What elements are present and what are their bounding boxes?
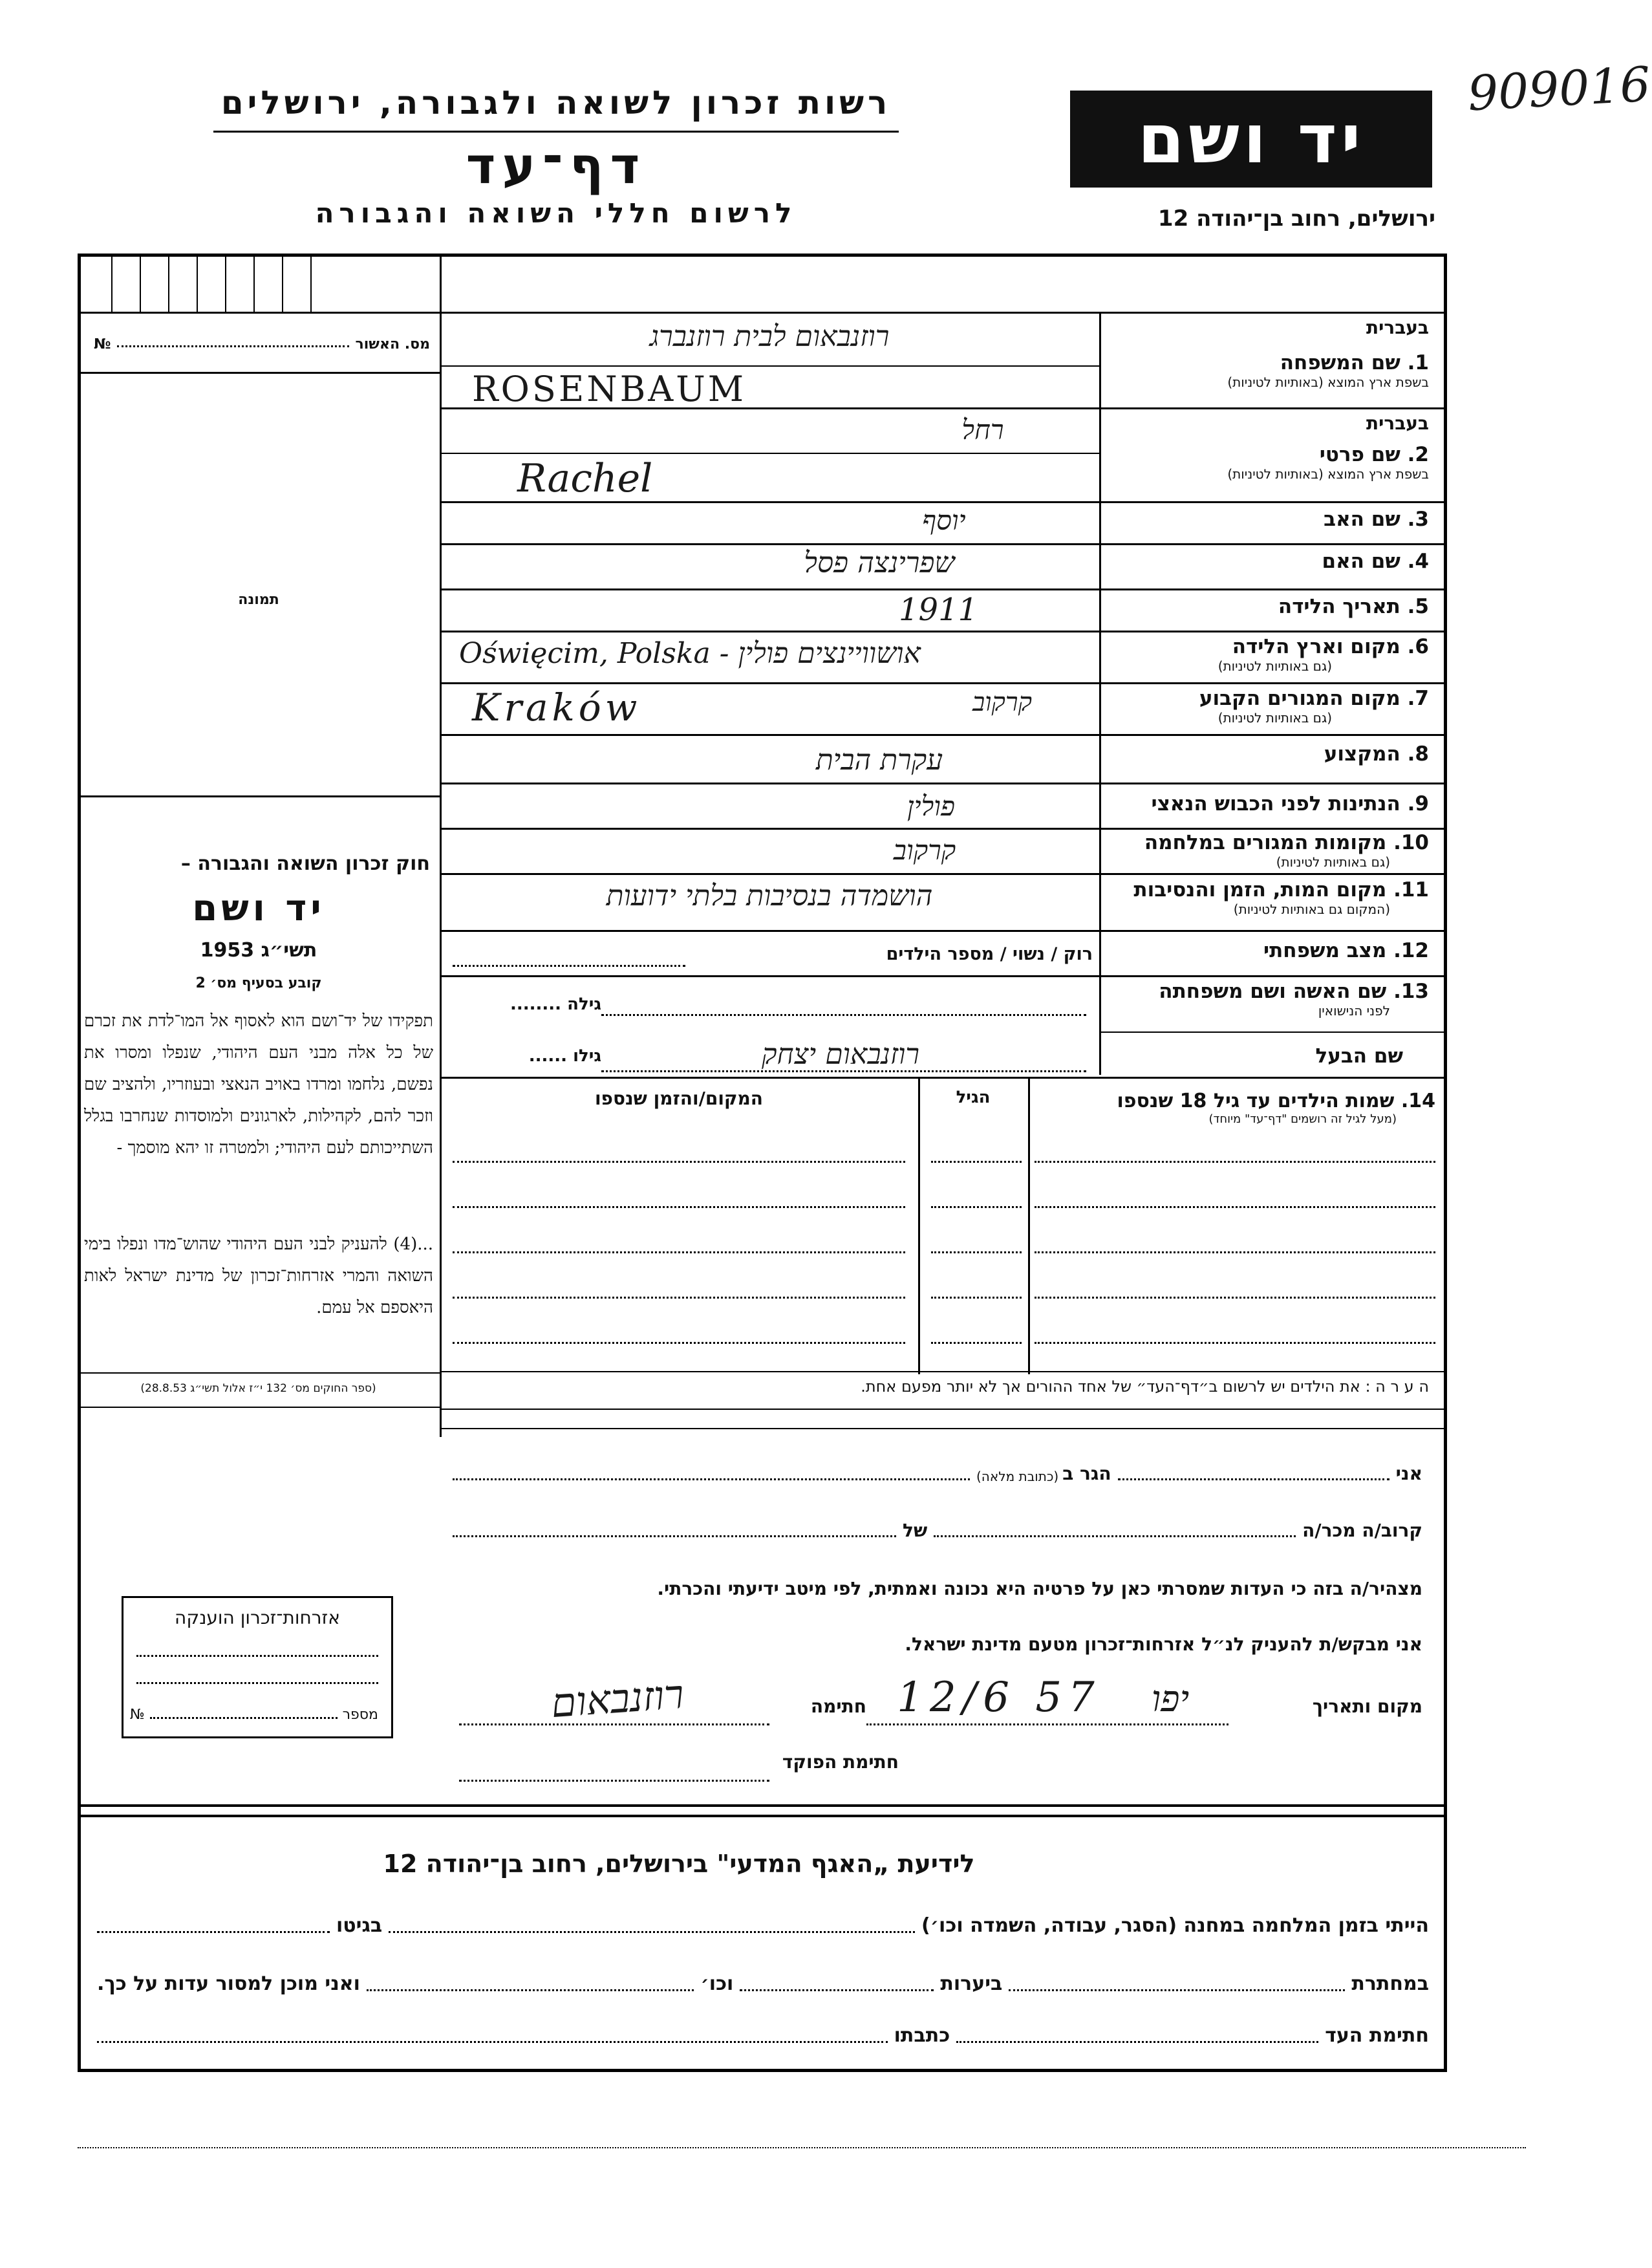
field-11-sub: (המקום גם באותיות לטיניות) (1233, 902, 1390, 917)
field-2-label (1106, 413, 1429, 482)
field-8-title: המקצוע (1324, 742, 1400, 766)
declaration-line-1[interactable] (453, 1463, 1422, 1484)
field-1-title: שם המשפחה (1280, 351, 1400, 374)
law-reference: (ספר החוקים מס׳ 132 י״ז אלול תשי״ג 28.8.53) (140, 1382, 376, 1395)
wife-age-dots: ........ (510, 995, 562, 1014)
citizenship-number-sign: № (130, 1707, 145, 1723)
field-1-label (1106, 317, 1429, 390)
field-3-label (1106, 508, 1429, 531)
signature-value[interactable]: רוזנבאום (549, 1670, 685, 1727)
i-label: אני (1395, 1463, 1422, 1484)
children-note: ה ע ר ה : את הילדים יש לרשום ב״דף־העד״ של אחד ההורים אך לא יותר מפעם אחת. (861, 1377, 1429, 1396)
place-date-label: מקום ותאריך (1312, 1696, 1422, 1717)
field-1-sub: בשפת ארץ המוצא (באותיות לטיניות) (1227, 374, 1429, 390)
marital-options: רוק / נשוי / מספר הילדים (886, 944, 1093, 964)
declaration-statement: מצהיר/ה בזה כי העדות שמסרתי כאן על פרטיה היא נכונה ואמתית, לפי מיטב ידיעתי והכרתי. (657, 1578, 1422, 1599)
field-9-label (1106, 792, 1429, 815)
children-col-place: המקום/והזמן שנספו (594, 1088, 764, 1109)
children-col-age: הגיל (956, 1088, 991, 1107)
field-7-label (1106, 687, 1429, 726)
husband-age-dots: ...... (528, 1046, 567, 1066)
children-num: 14. (1400, 1090, 1435, 1112)
full-address-hint: (כתובת מלאה) (976, 1469, 1059, 1484)
ghetto-label: בגיטו (336, 1914, 383, 1937)
underground-label: במחתרת (1351, 1972, 1429, 1995)
underground-dotline (1009, 1989, 1345, 1991)
field-11-title: מקום המות, הזמן והנסיבות (1133, 878, 1387, 902)
field-1-value-latin[interactable]: ROSENBAUM (472, 369, 747, 409)
footer-line-1[interactable] (97, 1914, 1429, 1937)
logo-text: יד ושם (1137, 100, 1365, 178)
wife-age-label: גילה (567, 995, 601, 1014)
forests-label: ביערות (940, 1972, 1003, 1995)
officer-signature-label: חתימת הפוקד (782, 1751, 899, 1773)
witness-address-label: כתבתו (894, 2024, 950, 2047)
field-6-label (1106, 635, 1429, 674)
camp-label: הייתי בזמן המלחמה במחנה (הסגר, עבודה, השמדה וכו׳) (921, 1914, 1429, 1937)
approval-dotline (117, 336, 349, 347)
field-5-value[interactable]: 1911 (899, 592, 978, 628)
field-11-label (1106, 878, 1429, 917)
field-2-num: 2. (1407, 443, 1429, 466)
field-13-sub: לפני הנישואין (1318, 1003, 1390, 1019)
authority-underline (213, 131, 899, 133)
archive-number: 909016 (1466, 56, 1652, 122)
relative-label: קרוב/ה מכר/ה (1302, 1520, 1422, 1541)
field-10-value[interactable]: קרקוב (893, 834, 956, 866)
etc-label: וכו׳ (700, 1972, 734, 1995)
approval-label: מס. האשור (355, 336, 430, 352)
citizenship-box (122, 1596, 393, 1738)
declaration-line-2[interactable] (453, 1520, 1422, 1541)
forests-dotline (740, 1989, 934, 1991)
field-3-value[interactable]: יוסף (922, 504, 966, 536)
place-value[interactable]: יפו (1151, 1678, 1190, 1720)
field-12-title: מצב משפחתי (1263, 939, 1387, 962)
form-subtitle: לרשום חללי השואה והגבורה (315, 197, 797, 229)
field-1-num: 1. (1407, 351, 1429, 374)
address-dotline (453, 1478, 970, 1480)
signature-label: חתימה (810, 1696, 866, 1717)
field-4-label (1106, 550, 1429, 573)
address: ירושלים, רחוב בן־יהודה 12 (1157, 206, 1435, 232)
footer-title: לידיעת „האגף המדעי" בירושלים, רחוב בן־יהודה 12 (383, 1850, 975, 1878)
field-10-sub: (גם באותיות לטיניות) (1276, 854, 1390, 870)
field-8-num: 8. (1407, 742, 1429, 766)
law-clause: קובע בסעיף מס׳ 2 (195, 975, 322, 991)
husband-value[interactable]: רוזנבאום יצחק (762, 1038, 919, 1071)
field-11-num: 11. (1393, 878, 1429, 902)
field-6-num: 6. (1407, 635, 1429, 658)
citizenship-title: אזרחות־זכרון הוענקה (175, 1607, 340, 1628)
field-9-title: הנתינות לפני הכבוש הנאצי (1151, 792, 1400, 815)
yad-vashem-logo (1070, 91, 1432, 188)
authority-title: רשות זכרון לשואה ולגבורה, ירושלים (220, 84, 892, 122)
declaration-request: אני מבקש/ת להעניק לנ״ל אזרחות־זכרון מטעם מדינת ישראל. (905, 1634, 1422, 1655)
field-4-value[interactable]: שפרינצה פסל (804, 546, 955, 579)
field-13-title: שם האשה ושם משפחתה (1159, 980, 1387, 1003)
children-title: שמות הילדים עד גיל 18 שנספו (1117, 1090, 1395, 1112)
field-7-title: מקום המגורים הקבוע (1199, 687, 1400, 710)
children-sub: (מעל לגיל זה רושמים "דף־עד" מיוחד) (1208, 1112, 1397, 1126)
law-year: תשי״ג 1953 (200, 939, 317, 962)
field-12-label (1106, 939, 1429, 962)
field-2-value-hebrew[interactable]: רחל (961, 414, 1004, 446)
field-1-lang: בעברית (1366, 317, 1429, 338)
wife-age[interactable] (472, 995, 601, 1014)
footer-line-3[interactable] (97, 2024, 1429, 2047)
ghetto-dotline (97, 1931, 330, 1933)
field-7-value-latin[interactable]: Kraków (472, 686, 641, 729)
field-9-num: 9. (1407, 792, 1429, 815)
field-10-num: 10. (1393, 831, 1429, 854)
field-7-value-hebrew[interactable]: קרקוב (972, 687, 1032, 717)
field-13-label (1106, 980, 1429, 1019)
of-label: של (903, 1520, 928, 1541)
field-2-title: שם פרטי (1319, 443, 1400, 466)
of-dotline (453, 1535, 896, 1537)
approval-no: № (94, 336, 111, 352)
field-6-title: מקום וארץ הלידה (1232, 635, 1400, 658)
date-value[interactable]: 12/6 57 (897, 1674, 1101, 1722)
field-4-num: 4. (1407, 550, 1429, 573)
approval-row (94, 336, 430, 352)
witness-signature-dotline (956, 2041, 1318, 2043)
photo-label: תמונה (238, 592, 279, 608)
witness-address-dotline (97, 2041, 888, 2043)
field-7-num: 7. (1407, 687, 1429, 710)
husband-label: שם הבעל (1315, 1044, 1403, 1068)
citizenship-number-label: מספר (342, 1707, 378, 1723)
field-12-num: 12. (1393, 939, 1429, 962)
field-2-value-latin[interactable]: Rachel (517, 456, 653, 501)
field-1-value-hebrew[interactable]: רוזנבאום לבית רוזנברג (649, 320, 890, 353)
form-title: דף־עד (466, 137, 647, 195)
camp-dotline (389, 1931, 915, 1933)
ready-testify-label: ואני מוכן למסור עדות על כך. (97, 1972, 360, 1995)
field-8-label (1106, 742, 1429, 766)
name-dotline (1118, 1478, 1389, 1480)
husband-age-label: גילו (573, 1046, 601, 1066)
field-5-label (1106, 595, 1429, 618)
field-11-value[interactable]: הושמדה בנסיבות בלתי ידועות (606, 880, 933, 913)
resident-label: הגר ב (1062, 1463, 1111, 1484)
citizenship-number-dots (150, 1707, 338, 1719)
bottom-edge (78, 2147, 1526, 2148)
field-8-value[interactable]: עקרת הבית (815, 744, 943, 777)
field-5-title: תאריך הלידה (1278, 595, 1400, 618)
footer-line-2[interactable] (97, 1972, 1429, 1995)
children-label (1035, 1090, 1435, 1126)
field-2-lang: בעברית (1366, 413, 1429, 434)
witness-signature-label: חתימת העד (1325, 2024, 1429, 2047)
field-5-num: 5. (1407, 595, 1429, 618)
law-paragraph-2: ...(4) להעניק לבני העם היהודי שהוש־מדו ונפלו בימי השואה והמרי אזרחות־זכרון של מדינת ישראל לאות היאספם אל עמם. (84, 1235, 433, 1317)
field-3-title: שם האב (1324, 508, 1400, 531)
field-9-value[interactable]: פולין (906, 790, 956, 822)
field-13-num: 13. (1393, 980, 1429, 1003)
field-2-sub: בשפת ארץ המוצא (באותיות לטיניות) (1227, 466, 1429, 482)
relative-dotline (934, 1535, 1296, 1537)
husband-age[interactable] (472, 1046, 601, 1066)
law-title: חוק זכרון השואה והגבורה – (180, 852, 430, 875)
law-name: יד ושם (192, 887, 325, 929)
field-10-title: מקומות המגורים במלחמה (1144, 831, 1387, 854)
field-6-value[interactable]: Oświęcim, Polska - אושוויינצים פולין (459, 637, 921, 670)
etc-dotline (367, 1989, 694, 1991)
field-4-title: שם האם (1322, 550, 1400, 573)
law-paragraph-1: תפקידו של יד־ושם הוא לאסוף אל המו־לדת את זכרם של כל אלה מבני העם היהודי, שנפלו ומסרו את נפשם, נלחמו ומרדו באויב הנאצי ובעוזריו, ולהציב שם וזכר להם, לקהילות, לארגונים ולמוסדות שנחרבו בגלל השתייכותם לעם היהודי; ולמטרה זו יהא מוסמך - (84, 1011, 433, 1158)
field-6-sub: (גם באותיות לטיניות) (1218, 658, 1332, 674)
field-3-num: 3. (1407, 508, 1429, 531)
field-10-label (1106, 831, 1429, 870)
field-7-sub: (גם באותיות לטיניות) (1218, 710, 1332, 726)
